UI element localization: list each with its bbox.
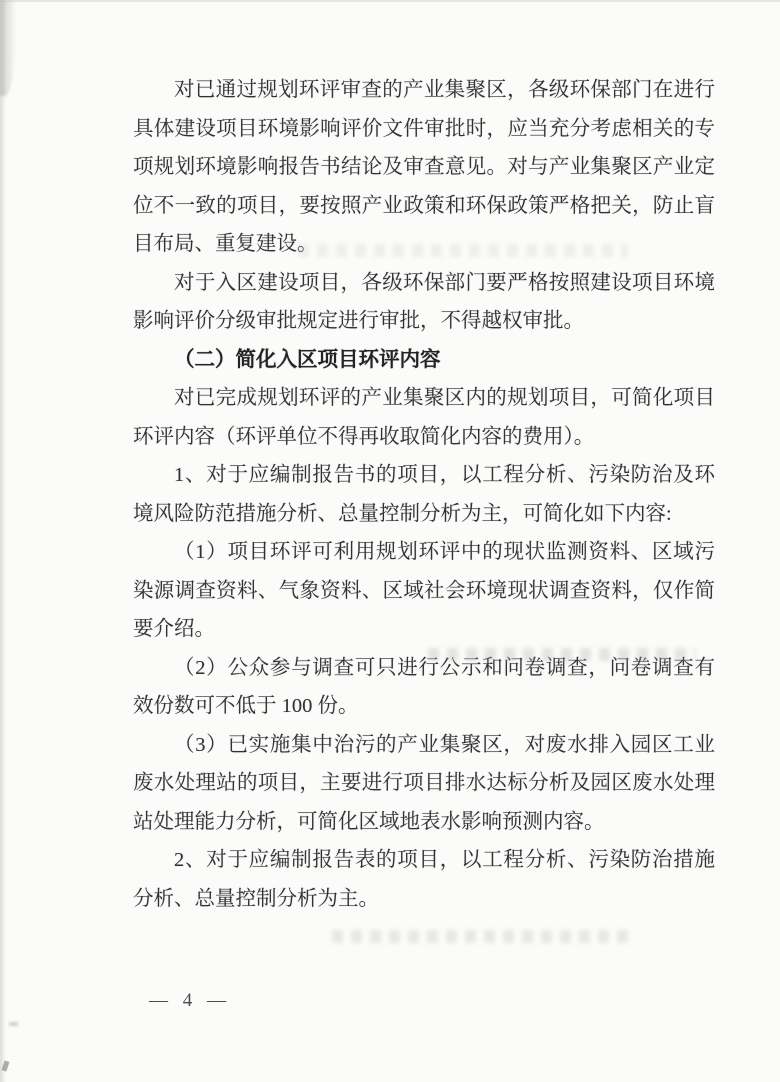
paragraph: 对已通过规划环评审查的产业集聚区，各级环保部门在进行具体建设项目环境影响评价文件审批时，应当充分考虑相关的专项规划环境影响报告书结论及审查意见。对与产业集聚区产业定位不一致的项目，要按照产业政策和环保政策严格把关，防止盲目布局、重复建设。 bbox=[133, 79, 715, 255]
section-heading: （二）简化入区项目环评内容 bbox=[174, 348, 441, 371]
scan-left-edge-shadow bbox=[0, 0, 6, 1082]
scan-speck bbox=[9, 1022, 18, 1026]
paragraph: 1、对于应编制报告书的项目，以工程分析、污染防治及环境风险防范措施分析、总量控制分析为主，可简化如下内容: bbox=[133, 464, 715, 525]
paragraph: （3）已实施集中治污的产业集聚区，对废水排入园区工业废水处理站的项目，主要进行项目排水达标分析及园区废水处理站处理能力分析，可简化区域地表水影响预测内容。 bbox=[133, 733, 715, 833]
paragraph: 对于入区建设项目，各级环保部门要严格按照建设项目环境影响评价分级审批规定进行审批，不得越权审批。 bbox=[133, 271, 715, 332]
paragraph: 对已完成规划环评的产业集聚区内的规划项目，可简化项目环评内容（环评单位不得再收取简化内容的费用）。 bbox=[133, 387, 715, 448]
document-body bbox=[133, 71, 715, 918]
paragraph: （1）项目环评可利用规划环评中的现状监测资料、区域污染源调查资料、气象资料、区域社会环境现状调查资料，仅作简要介绍。 bbox=[133, 541, 715, 640]
page-number: — 4 — bbox=[149, 990, 231, 1011]
paragraph: 2、对于应编制报告表的项目，以工程分析、污染防治措施分析、总量控制分析为主。 bbox=[133, 849, 715, 910]
scan-corner-smudge bbox=[0, 0, 16, 96]
scan-showthrough-mark bbox=[332, 930, 632, 943]
scan-speck bbox=[2, 1060, 10, 1071]
scan-top-edge bbox=[0, 0, 780, 2]
paragraph: （2）公众参与调查可只进行公示和问卷调查，问卷调查有效份数可不低于 100 份。 bbox=[133, 656, 715, 717]
